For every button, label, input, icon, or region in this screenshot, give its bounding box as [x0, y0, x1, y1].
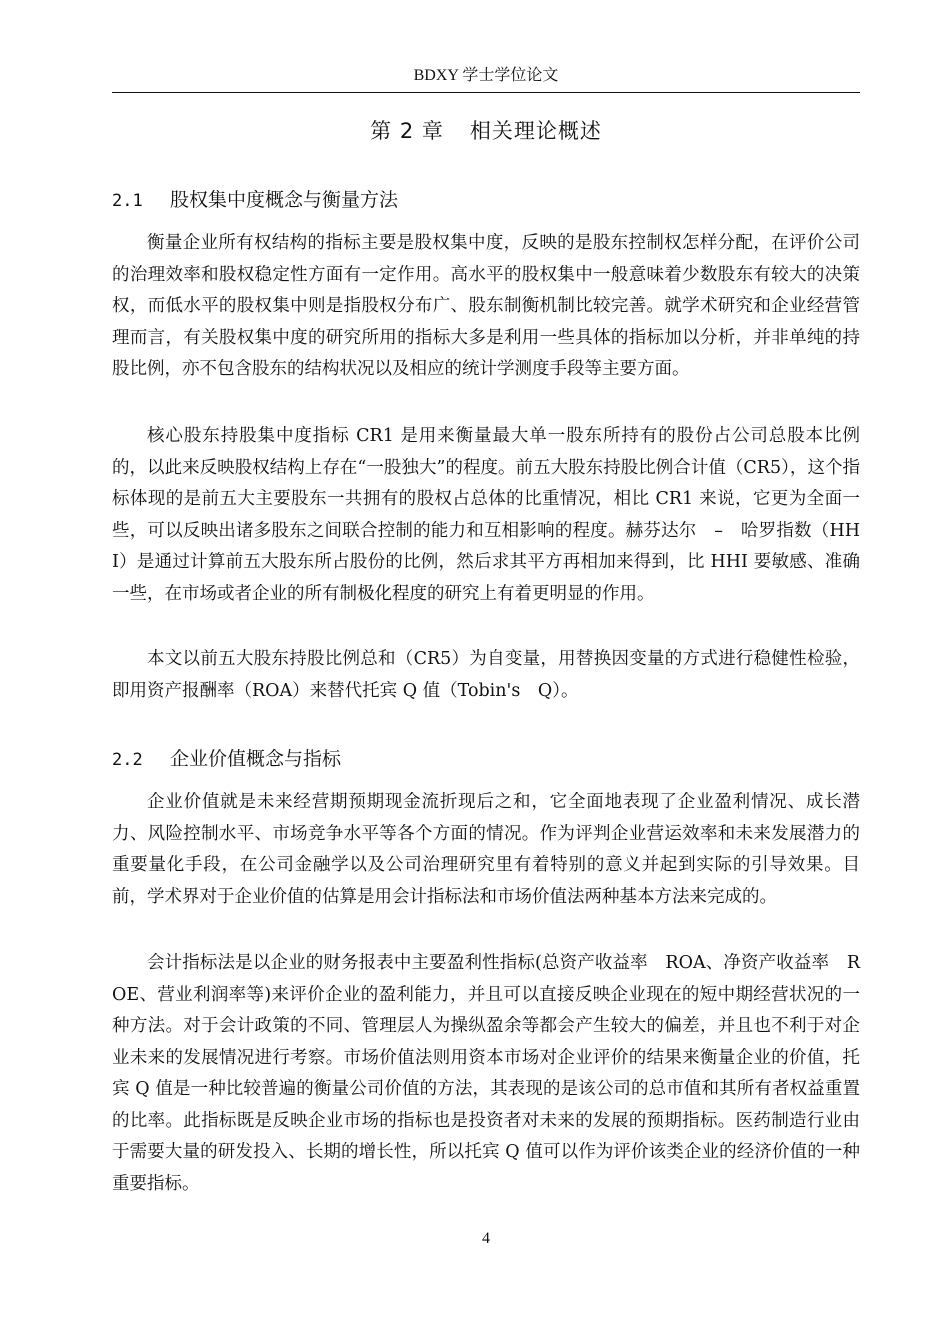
chapter-name: 相关理论概述	[469, 119, 602, 143]
section-title: 企业价值概念与指标	[170, 748, 342, 770]
section-heading-2-2	[112, 745, 860, 774]
running-header: BDXY 学士学位论文	[413, 67, 559, 84]
page-number: 4	[482, 1230, 490, 1247]
chapter-title	[112, 116, 860, 146]
header-rule	[112, 92, 860, 93]
section-heading-2-1	[112, 186, 860, 215]
paragraph: 会计指标法是以企业的财务报表中主要盈利性指标(总资产收益率 ROA、净资产收益率 ROE、营业利润率等)来评价企业的盈利能力，并且可以直接反映企业现在的短中期经营状况的一种方法。对于会计政策的不同、管理层人为操纵盈余等都会产生较大的偏差，并且也不利于对企业未来的发展情况进行考察。市场价值法则用资本市场对企业评价的结果来衡量企业的价值，托宾 Q 值是一种比较普遍的衡量公司价值的方法，其表现的是该公司的总市值和其所有者权益重置的比率。此指标既是反映企业市场的指标也是投资者对未来的发展的预期指标。医药制造行业由于需要大量的研发投入、长期的增长性，所以托宾 Q 值可以作为评价该类企业的经济价值的一种重要指标。	[112, 953, 860, 1194]
paragraph: 核心股东持股集中度指标 CR1 是用来衡量最大单一股东所持有的股份占公司总股本比例的，以此来反映股权结构上存在“一股独大”的程度。前五大股东持股比例合计值（CR5），这个指标体现的是前五大主要股东一共拥有的股权占总体的比重情况，相比 CR1 来说，它更为全面一些，可以反映出诸多股东之间联合控制的能力和互相影响的程度。赫芬达尔 – 哈罗指数（HHI）是通过计算前五大股东所占股份的比例，然后求其平方再相加来得到，比 HHI 要敏感、准确一些，在市场或者企业的所有制极化程度的研究上有着更明显的作用。	[112, 426, 860, 604]
section-number: 2.2	[112, 750, 143, 770]
section-number: 2.1	[112, 191, 143, 211]
paragraph: 衡量企业所有权结构的指标主要是股权集中度，反映的是股东控制权怎样分配，在评价公司的治理效率和股权稳定性方面有一定作用。高水平的股权集中一般意味着少数股东有较大的决策权，而低水平的股权集中则是指股权分布广、股东制衡机制比较完善。就学术研究和企业经营管理而言，有关股权集中度的研究所用的指标大多是利用一些具体的指标加以分析，并非单纯的持股比例，亦不包含股东的结构状况以及相应的统计学测度手段等主要方面。	[112, 233, 860, 379]
section-title: 股权集中度概念与衡量方法	[170, 189, 399, 211]
paragraph: 企业价值就是未来经营期预期现金流折现后之和，它全面地表现了企业盈利情况、成长潜力、风险控制水平、市场竞争水平等各个方面的情况。作为评判企业营运效率和未来发展潜力的重要量化手段，在公司金融学以及公司治理研究里有着特别的意义并起到实际的引导效果。目前，学术界对于企业价值的估算是用会计指标法和市场价值法两种基本方法来完成的。	[112, 792, 860, 907]
chapter-number: 第 2 章	[370, 119, 444, 143]
paragraph: 本文以前五大股东持股比例总和（CR5）为自变量，用替换因变量的方式进行稳健性检验，即用资产报酬率（ROA）来替代托宾 Q 值（Tobin's Q）。	[112, 649, 860, 701]
